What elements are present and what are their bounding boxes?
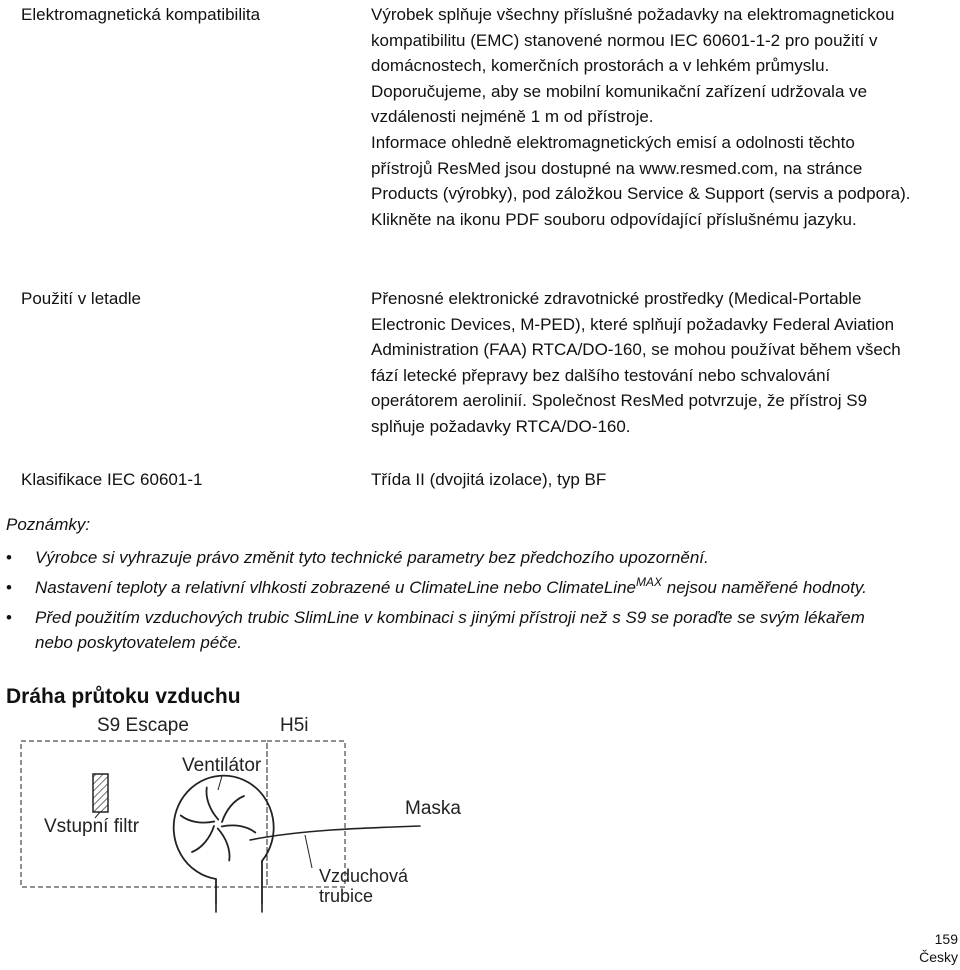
h5i-label: H5i xyxy=(280,715,309,736)
note-item xyxy=(6,575,906,600)
inlet-filter-label: Vstupní filtr xyxy=(44,816,140,837)
note-text-1: Výrobce si vyhrazuje právo změnit tyto technické parametry bez předchozího upozornění. xyxy=(35,548,709,567)
notes-list xyxy=(6,545,906,660)
spec-label-iec: Klasifikace IEC 60601-1 xyxy=(21,470,203,489)
tube-label-line-2: trubice xyxy=(319,886,374,906)
note-item xyxy=(6,545,906,570)
page-footer xyxy=(919,930,958,966)
emc-paragraph-2: Doporučujeme, aby se mobilní komunikační zařízení udržovala ve vzdálenosti nejméně 1 m od přístroje. xyxy=(371,81,868,127)
bullet-icon: • xyxy=(6,578,12,597)
mask-label: Maska xyxy=(405,798,461,819)
fan-label: Ventilátor xyxy=(182,755,262,776)
inlet-filter-icon xyxy=(93,774,108,812)
emc-paragraph-3: Informace ohledně elektromagnetických emisí a odolnosti těchto přístrojů ResMed jsou dostupné na www.resmed.com, na stránce Products (výrobky), pod záložkou Service & Support (servis a podpora). Klikněte na ikonu PDF souboru odpovídající příslušnému jazyku. xyxy=(371,132,911,229)
emc-paragraph-1: Výrobek splňuje všechny příslušné požadavky na elektromagnetickou kompatibilitu (EMC) stanovené normou IEC 60601-1-2 pro použití v domácnostech, komerčních prostorách a v lehkém průmyslu. xyxy=(371,5,895,76)
note-item xyxy=(6,605,906,655)
fan-icon xyxy=(174,776,274,904)
airflow-section-title: Dráha průtoku vzduchu xyxy=(6,685,241,708)
bullet-icon: • xyxy=(6,608,12,627)
spec-desc-emc xyxy=(371,2,911,232)
airflow-diagram xyxy=(0,700,480,920)
note-text-2-start: Nastavení teploty a relativní vlhkosti zobrazené u ClimateLine nebo ClimateLine xyxy=(35,578,636,597)
bullet-icon: • xyxy=(6,548,12,567)
spec-label-emc: Elektromagnetická kompatibilita xyxy=(21,5,261,24)
notes-title: Poznámky: xyxy=(6,515,91,534)
language-label: Česky xyxy=(919,949,958,965)
tube-label-line-1: Vzduchová xyxy=(319,866,409,886)
s9-escape-label: S9 Escape xyxy=(97,715,189,736)
note-text-2-end: nejsou naměřené hodnoty. xyxy=(662,578,867,597)
page-number: 159 xyxy=(934,931,958,947)
note-text-3: Před použitím vzduchových trubic SlimLine v kombinaci s jinými přístroji než s S9 se poraďte se svým lékařem nebo poskytovatelem péče. xyxy=(35,608,865,652)
spec-desc-aircraft xyxy=(371,286,911,440)
iec-paragraph: Třída II (dvojitá izolace), typ BF xyxy=(371,470,607,489)
aircraft-paragraph: Přenosné elektronické zdravotnické prostředky (Medical-Portable Electronic Devices, M-PED), které splňují požadavky Federal Aviation Administration (FAA) RTCA/DO-160, se mohou používat během všech fází letecké přepravy bez dalšího testování nebo schvalování operátorem aerolinií. Společnost ResMed potvrzuje, že přístroj S9 splňuje požadavky RTCA/DO-160. xyxy=(371,289,901,436)
spec-label-aircraft: Použití v letadle xyxy=(21,289,142,308)
climateline-max-superscript: MAX xyxy=(636,575,663,589)
spec-desc-iec xyxy=(371,467,911,493)
